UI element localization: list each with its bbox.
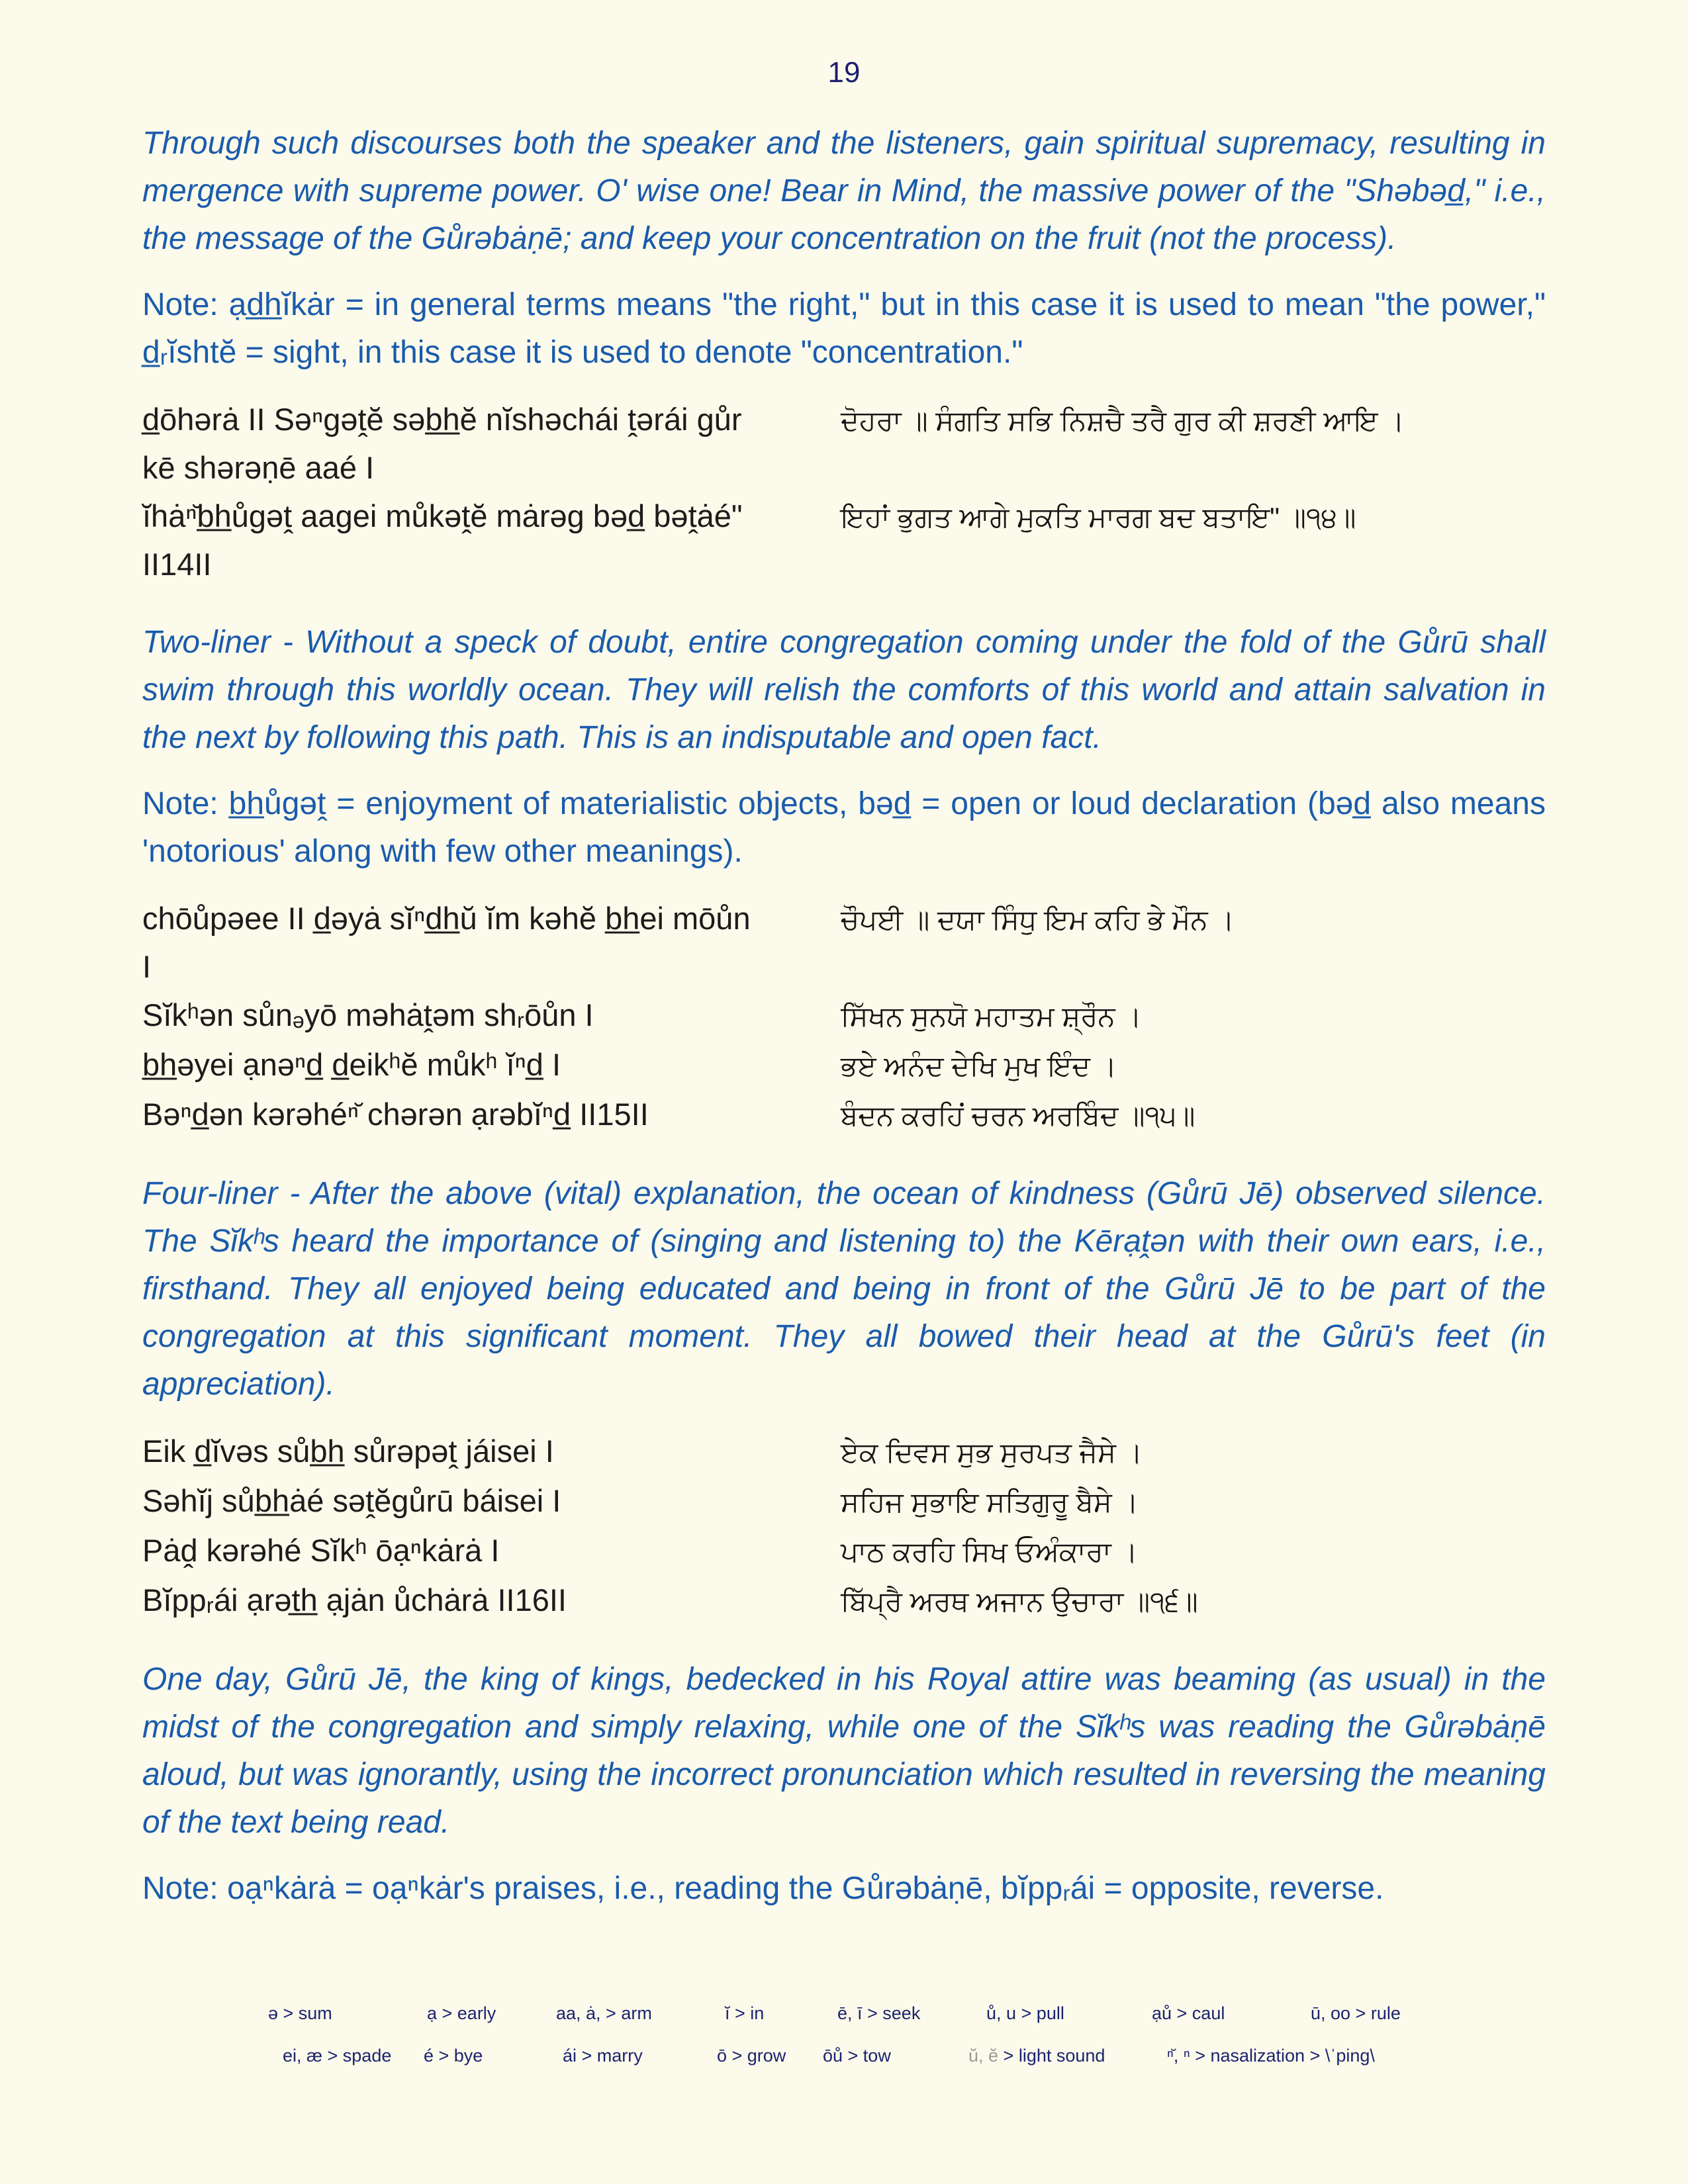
legend-light-label: > light sound [1003,2046,1105,2066]
legend-item-light-sound [968,2034,1167,2077]
legend-row-2 [268,2034,1546,2077]
pronunciation-legend [268,1992,1546,2077]
verse-16-line-3 [142,1526,1546,1576]
verse-15-line-4 [142,1090,1546,1140]
verse-14 [142,395,1546,588]
commentary-paragraph-one-day: One day, Gůrū Jē, the king of kings, bedecked in his Royal attire was beaming (as usual) in the midst of the congregation and simply relaxing, while one of the Sĭkʰs was reading the Gůrəbȧṇē aloud, but was ignorantly, using the incorrect pronunciation which resulted in reversing the meaning of the text being read. [142,1662,1546,1840]
verse-gurmukhi-text: ਇਹਾਂ ਭੁਗਤ ਆਗੇ ਮੁਕਤਿ ਮਾਰਗ ਬਦ ਬਤਾਇ" ॥੧੪॥ [841,502,1356,533]
verse-16 [142,1427,1546,1625]
page-number: 19 [827,56,861,89]
verse-gurmukhi-text: ਚੌਪਈ ॥ ਦਯਾ ਸਿੰਧੁ ਇਮ ਕਹਿ ਭੇ ਮੌਨ । [841,904,1235,935]
verse-gurmukhi-text: ਦੋਹਰਾ ॥ ਸੰਗਤਿ ਸਭਿ ਨਿਸ਼ਚੈ ਤਰੈ ਗੁਰ ਕੀ ਸ਼ਰਣੀ ਆਇ । [841,405,1405,436]
verse-16-line-4 [142,1576,1546,1625]
verse-16-line-2 [142,1477,1546,1526]
legend-item: ạ > early [427,2003,496,2023]
legend-item: aa, ȧ, > arm [556,2003,652,2023]
commentary-paragraph-shabad: Through such discourses both the speaker and the listeners, gain spiritual supremacy, resulting in mergence with supreme power. O' wise one! Bear in Mind, the massive power of the "Shəbəd̲," i.e., the message of the Gůrəbȧṇē; and keep your concentration on the fruit (not the process). [142,126,1546,256]
verse-14-line-2 [142,492,1546,588]
verse-gurmukhi-text: ਏਕ ਦਿਵਸ ਸੁਭ ਸੁਰਪਤ ਜੈਸੇ । [841,1437,1143,1468]
legend-item: é > bye [424,2046,483,2066]
verse-roman-text: b̲h̲əyei ạnəⁿd̲ d̲eikʰĕ můkʰ ĭⁿd̲ I [142,1047,561,1082]
verse-roman-text: chōůpəee II d̲əyȧ sĭⁿd̲h̲ŭ ĭm kəhĕ b̲h̲ei mōůn I [142,901,751,984]
legend-item: ōů > tow [823,2046,891,2066]
verse-15 [142,894,1546,1140]
legend-item: ĭ > in [725,2003,765,2023]
verse-roman-text: Səhĭj sůb̲h̲ȧé səṱĕgůrū báisei I [142,1483,561,1518]
legend-item: ə > sum [268,2003,332,2023]
verse-roman-text: Bəⁿd̲ən kərəhéⁿ̆ chərən ạrəbĭⁿd̲ II15II [142,1097,649,1132]
verse-16-line-1 [142,1427,1546,1477]
verse-roman-text: d̲ōhərȧ II Səⁿgəṱĕ səb̲h̲ĕ nĭshəchái ṱərái gůr kē shərəṇē aaé I [142,402,742,485]
verse-15-line-2 [142,991,1546,1040]
commentary-paragraph-four-liner: Four-liner - After the above (vital) explanation, the ocean of kindness (Gůrū Jē) observed silence. The Sĭkʰs heard the importance of (singing and listening to) the Kērạṱən with their own ears, i.e., firsthand. They all enjoyed being educated and being in front of the Gůrū Jē to be part of the congregation at this significant moment. They all bowed their head at the Gůrū's feet (in appreciation). [142,1176,1546,1402]
legend-item-nasalization: ⁿ̆, ⁿ > nasalization > \ˈping\ [1167,2046,1375,2066]
verse-roman-text: Bĭppᵣái ạrət̲h̲ ạjȧn ůchȧrȧ II16II [142,1582,567,1617]
verse-gurmukhi-text: ਪਾਠ ਕਰਹਿ ਸਿਖ ਓਅੰਕਾਰਾ । [841,1536,1138,1567]
verse-roman-text: Pȧḓ kərəhé Sĭkʰ ōạⁿkȧrȧ I [142,1533,500,1568]
verse-15-line-1 [142,894,1546,991]
legend-item: ů, u > pull [986,2003,1064,2023]
note-adhikar: Note: ạd̲h̲ĭkȧr = in general terms means "the right," but in this case it is used to mean "the power," d̲ᵣĭshtĕ = sight, in this case it is used to denote "concentration." [142,287,1546,370]
legend-light-chars: ŭ, ĕ [968,2046,1004,2066]
verse-gurmukhi-text: ਬਿੱਪ੍ਰੈ ਅਰਥ ਅਜਾਨ ਉਚਾਰਾ ॥੧੬॥ [841,1586,1198,1617]
verse-gurmukhi-text: ਭਏ ਅਨੰਦ ਦੇਖਿ ਮੁਖ ਇੰਦ । [841,1050,1117,1081]
verse-15-line-3 [142,1040,1546,1090]
legend-item: ei, æ > spade [283,2046,392,2066]
verse-gurmukhi-text: ਸਹਿਜ ਸੁਭਾਇ ਸਤਿਗੁਰੂ ਬੈਸੇ । [841,1486,1139,1518]
verse-gurmukhi-text: ਬੰਦਨ ਕਰਹਿਂ ਚਰਨ ਅਰਬਿੰਦ ॥੧੫॥ [841,1100,1196,1131]
verse-roman-text: Eik d̲ĭvəs sůb̲h̲ sůrəpəṱ jáisei I [142,1433,554,1469]
verse-gurmukhi-text: ਸਿੱਖਨ ਸੁਨਯੋ ਮਹਾਤਮ ਸ਼੍ਰੌਨ । [841,1001,1142,1032]
legend-row-1 [268,1992,1546,2034]
legend-item: ái > marry [563,2046,643,2066]
legend-item: ạů > caul [1152,2003,1225,2023]
commentary-paragraph-two-liner: Two-liner - Without a speck of doubt, entire congregation coming under the fold of the Gůrū shall swim through this worldly ocean. They will relish the comforts of this world and attain salvation in the next by following this path. This is an indisputable and open fact. [142,625,1546,755]
legend-item: ō > grow [717,2046,786,2066]
legend-item: ū, oo > rule [1311,2003,1401,2023]
note-oankara: Note: oạⁿkȧrȧ = oạⁿkȧr's praises, i.e., reading the Gůrəbȧṇē, bĭppᵣái = opposite, reverse. [142,1871,1384,1906]
verse-roman-text: ĭhȧⁿ̆b̲h̲ůgəṱ aagei můkəṱĕ mȧrəg bəd̲ bəṱȧé" II14II [142,498,743,582]
verse-roman-text: Sĭkʰən sůnₔyō məhȧṱəm shᵣōůn I [142,997,594,1032]
legend-item: ē, ī > seek [837,2003,921,2023]
note-bhugat: Note: b̲h̲ůgəṱ = enjoyment of materialistic objects, bəd̲ = open or loud declaration (bəd̲ also means 'notorious' along with few other meanings). [142,786,1546,869]
verse-14-line-1 [142,395,1546,492]
